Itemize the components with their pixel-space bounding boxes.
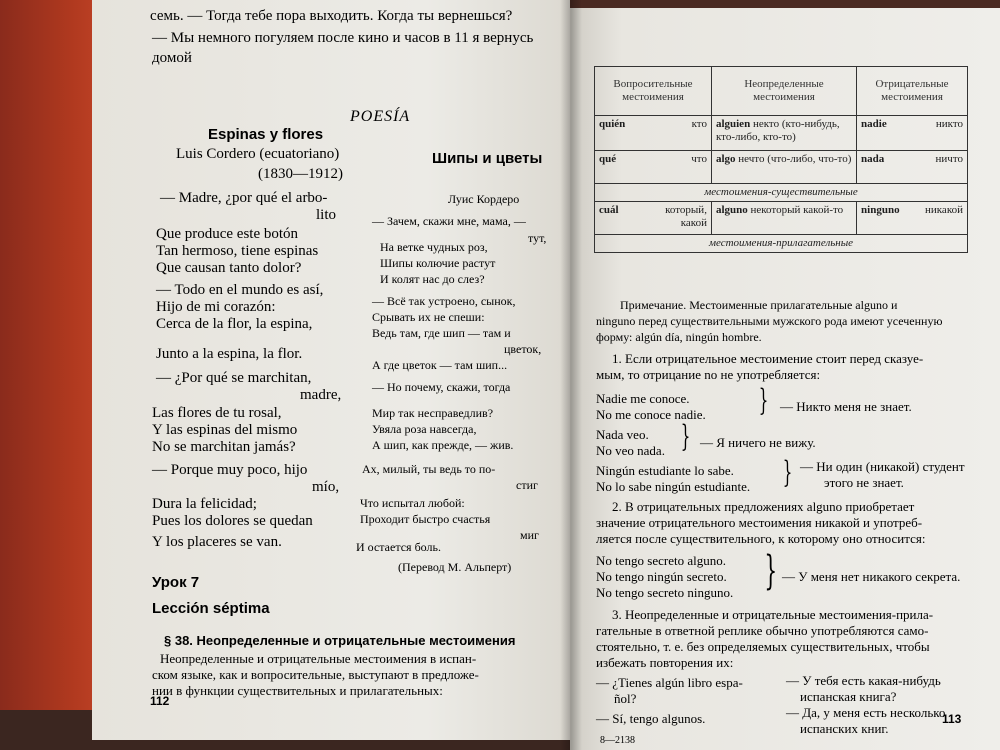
cell-es: ninguno: [861, 204, 900, 216]
note-line: ninguno перед существительными мужского рода имеют усеченную: [596, 314, 943, 328]
book-spine: [560, 0, 582, 750]
poem-ru-line: А шип, как прежде, — жив.: [372, 438, 514, 452]
poem-ru-line: цветок,: [504, 342, 542, 356]
table-header: Отрицательные местоимения: [857, 67, 968, 116]
poem-ru-line: — Но почему, скажи, тогда: [372, 380, 511, 394]
poem-ru-line: Ах, милый, ты ведь то по-: [362, 462, 496, 476]
poem-ru-line: — Зачем, скажи мне, мама, —: [372, 214, 526, 228]
poem-es-line: Que causan tanto dolor?: [156, 260, 302, 276]
cell-ru: нечто (что-либо, что-то): [738, 153, 852, 165]
poem-es-line: — Madre, ¿por qué el arbo-: [160, 190, 328, 206]
example-ru: испанская книга?: [800, 689, 897, 704]
poem-ru-author: Луис Кордеро: [448, 192, 520, 206]
example-es: ñol?: [614, 691, 637, 706]
example-ru: — У меня нет никакого секрета.: [782, 569, 961, 584]
brace-icon: }: [758, 383, 769, 418]
rule-line: мым, то отрицание no не употребляется:: [596, 367, 821, 382]
note-line: форму: algún día, ningún hombre.: [596, 330, 762, 344]
example-es: No tengo secreto ninguno.: [596, 585, 734, 600]
rule-line: 2. В отрицательных предложениях alguno приобретает: [612, 499, 915, 514]
poem-ru-line: миг: [520, 528, 539, 542]
poem-es-title: Espinas y flores: [208, 126, 324, 143]
rule-line: 3. Неопределенные и отрицательные местоимения-прила-: [612, 607, 934, 622]
cell-ru: ничто: [935, 153, 963, 165]
example-ru: — У тебя есть какая-нибудь: [786, 673, 941, 688]
rule-line: стоятельно, т. е. без определяемых существительных, чтобы: [596, 639, 930, 654]
poem-ru-line: И остается боль.: [356, 540, 441, 554]
rule-line: значение отрицательного местоимения никакой и употреб-: [596, 515, 923, 530]
poem-ru-line: Мир так несправедлив?: [372, 406, 494, 420]
poem-es-line: Dura la felicidad;: [152, 496, 257, 512]
example-ru: — Ни один (никакой) студент: [800, 459, 965, 474]
brace-icon: }: [782, 455, 793, 490]
poem-ru-line: И колят нас до слез?: [380, 272, 485, 286]
cell-es: cuál: [599, 204, 619, 216]
rule-line: 1. Если отрицательное местоимение стоит перед сказуе-: [612, 351, 924, 366]
poem-es-line: — ¿Por qué se marchitan,: [156, 370, 312, 386]
rule-line: избежать повторения их:: [596, 655, 734, 670]
poem-es-line: Que produce este botón: [156, 226, 299, 242]
poem-es-line: No se marchitan jamás?: [152, 439, 296, 455]
cell-ru: кто: [691, 118, 707, 130]
poem-es-line: Cerca de la flor, la espina,: [156, 316, 313, 332]
poem-ru-line: На ветке чудных роз,: [380, 240, 488, 254]
cell-ru: никакой: [924, 204, 963, 216]
example-ru: — Да, у меня есть несколько: [786, 705, 946, 720]
page-number-left: 112: [150, 694, 170, 708]
cell-es: nadie: [861, 118, 887, 130]
example-ru: — Никто меня не знает.: [780, 399, 912, 414]
example-es: No tengo secreto alguno.: [596, 553, 726, 568]
table-header: Неопределенные местоимения: [711, 67, 856, 116]
poem-ru-title: Шипы и цветы: [432, 150, 543, 167]
page-number-right: 113: [942, 712, 962, 726]
poem-es-line: madre,: [300, 387, 342, 403]
table-caption: местоимения-прилагательные: [595, 235, 968, 253]
poem-ru-line: А где цветок — там шип...: [372, 358, 508, 372]
poem-es-line: Junto a la espina, la flor.: [156, 346, 303, 362]
lesson-title: Lección séptima: [152, 600, 270, 617]
example-ru: — Я ничего не вижу.: [700, 435, 816, 450]
poem-es-line: Pues los dolores se quedan: [152, 513, 313, 529]
cell-ru: некоторый какой-то: [750, 204, 844, 216]
poem-ru-translator: (Перевод М. Альперт): [398, 560, 512, 574]
poem-ru-line: Что испытал любой:: [360, 496, 465, 510]
signature-mark: 8—2138: [600, 735, 635, 746]
poem-ru-line: — Всё так устроено, сынок,: [372, 294, 516, 308]
poem-ru-line: Шипы колючие растут: [380, 256, 496, 270]
cell-ru: некто (кто-нибудь, кто-либо, кто-то): [715, 118, 840, 143]
lesson-number: Урок 7: [152, 574, 200, 591]
poem-ru-line: Увяла роза навсегда,: [372, 422, 477, 436]
example-ru: испанских книг.: [800, 721, 889, 736]
rule-line: ляется после существительного, к которому оно относится:: [596, 531, 926, 546]
cell-es: algo: [715, 153, 736, 165]
note-line: Примечание. Местоименные прилагательные alguno и: [620, 298, 898, 312]
example-es: Nadie me conoce.: [596, 391, 690, 406]
poem-es-line: Y los placeres se van.: [152, 534, 282, 550]
cell-es: quién: [599, 118, 626, 130]
poem-es-line: Hijo de mi corazón:: [156, 299, 276, 315]
poem-ru-line: Ведь там, где шип — там и: [372, 326, 511, 340]
paragraph-title: § 38. Неопределенные и отрицательные местоимения: [164, 633, 516, 648]
example-ru: этого не знает.: [824, 475, 904, 490]
poem-es-line: — Porque muy poco, hijo: [152, 462, 308, 478]
cell-es: qué: [599, 153, 617, 165]
cell-ru: который, какой: [665, 204, 707, 229]
poem-es-line: mío,: [312, 479, 340, 495]
poem-es-line: — Todo en el mundo es así,: [156, 282, 324, 298]
table-header: Вопросительные местоимения: [595, 67, 712, 116]
pronoun-table: [594, 66, 968, 253]
cell-es: alguien: [715, 118, 751, 130]
poem-ru-line: Срывать их не спеши:: [372, 310, 485, 324]
example-es: No veo nada.: [596, 443, 665, 458]
poem-es-line: lito: [316, 207, 337, 223]
cell-ru: никто: [935, 118, 963, 130]
paragraph-line: ском языке, как и вопросительные, выступают в предложе-: [152, 667, 479, 682]
poem-es-line: Tan hermoso, tiene espinas: [156, 243, 319, 259]
example-es: — ¿Tienes algún libro espa-: [596, 675, 743, 690]
example-es: No tengo ningún secreto.: [596, 569, 727, 584]
cell-es: alguno: [715, 204, 748, 216]
table-row: [595, 202, 968, 235]
paragraph-line: Неопределенные и отрицательные местоимения в испан-: [160, 651, 477, 666]
left-top-line-2: — Мы немного погуляем после кино и часов в 11 я вернусь: [152, 30, 534, 46]
table-caption: местоимения-существительные: [595, 184, 968, 202]
poem-ru-line: стиг: [516, 478, 538, 492]
poem-es-line: Y las espinas del mismo: [152, 422, 298, 438]
rule-line: гательные в ответной реплике обычно употребляются само-: [596, 623, 929, 638]
poem-es-years: (1830—1912): [258, 166, 343, 182]
poem-es-line: Las flores de tu rosal,: [152, 405, 282, 421]
cell-ru: что: [691, 153, 707, 165]
paragraph-line: нии в функции существительных и прилагательных:: [152, 683, 443, 698]
brace-icon: }: [764, 548, 778, 594]
left-top-line-3: домой: [152, 50, 192, 66]
poem-es-author: Luis Cordero (ecuatoriano): [176, 146, 340, 162]
table-row: [595, 116, 968, 151]
table-row: [595, 151, 968, 184]
left-top-line-1: семь. — Тогда тебе пора выходить. Когда ты вернешься?: [150, 8, 513, 24]
example-es: No lo sabe ningún estudiante.: [596, 479, 751, 494]
example-es: Nada veo.: [596, 427, 649, 442]
brace-icon: }: [680, 419, 691, 454]
poem-ru-line: Проходит быстро счастья: [360, 512, 491, 526]
poem-ru-line: тут,: [528, 231, 547, 245]
example-es: No me conoce nadie.: [596, 407, 706, 422]
example-es: Ningún estudiante lo sabe.: [596, 463, 734, 478]
example-es: — Sí, tengo algunos.: [596, 711, 706, 726]
section-title: POESÍA: [350, 108, 411, 125]
cell-es: nada: [861, 153, 885, 165]
